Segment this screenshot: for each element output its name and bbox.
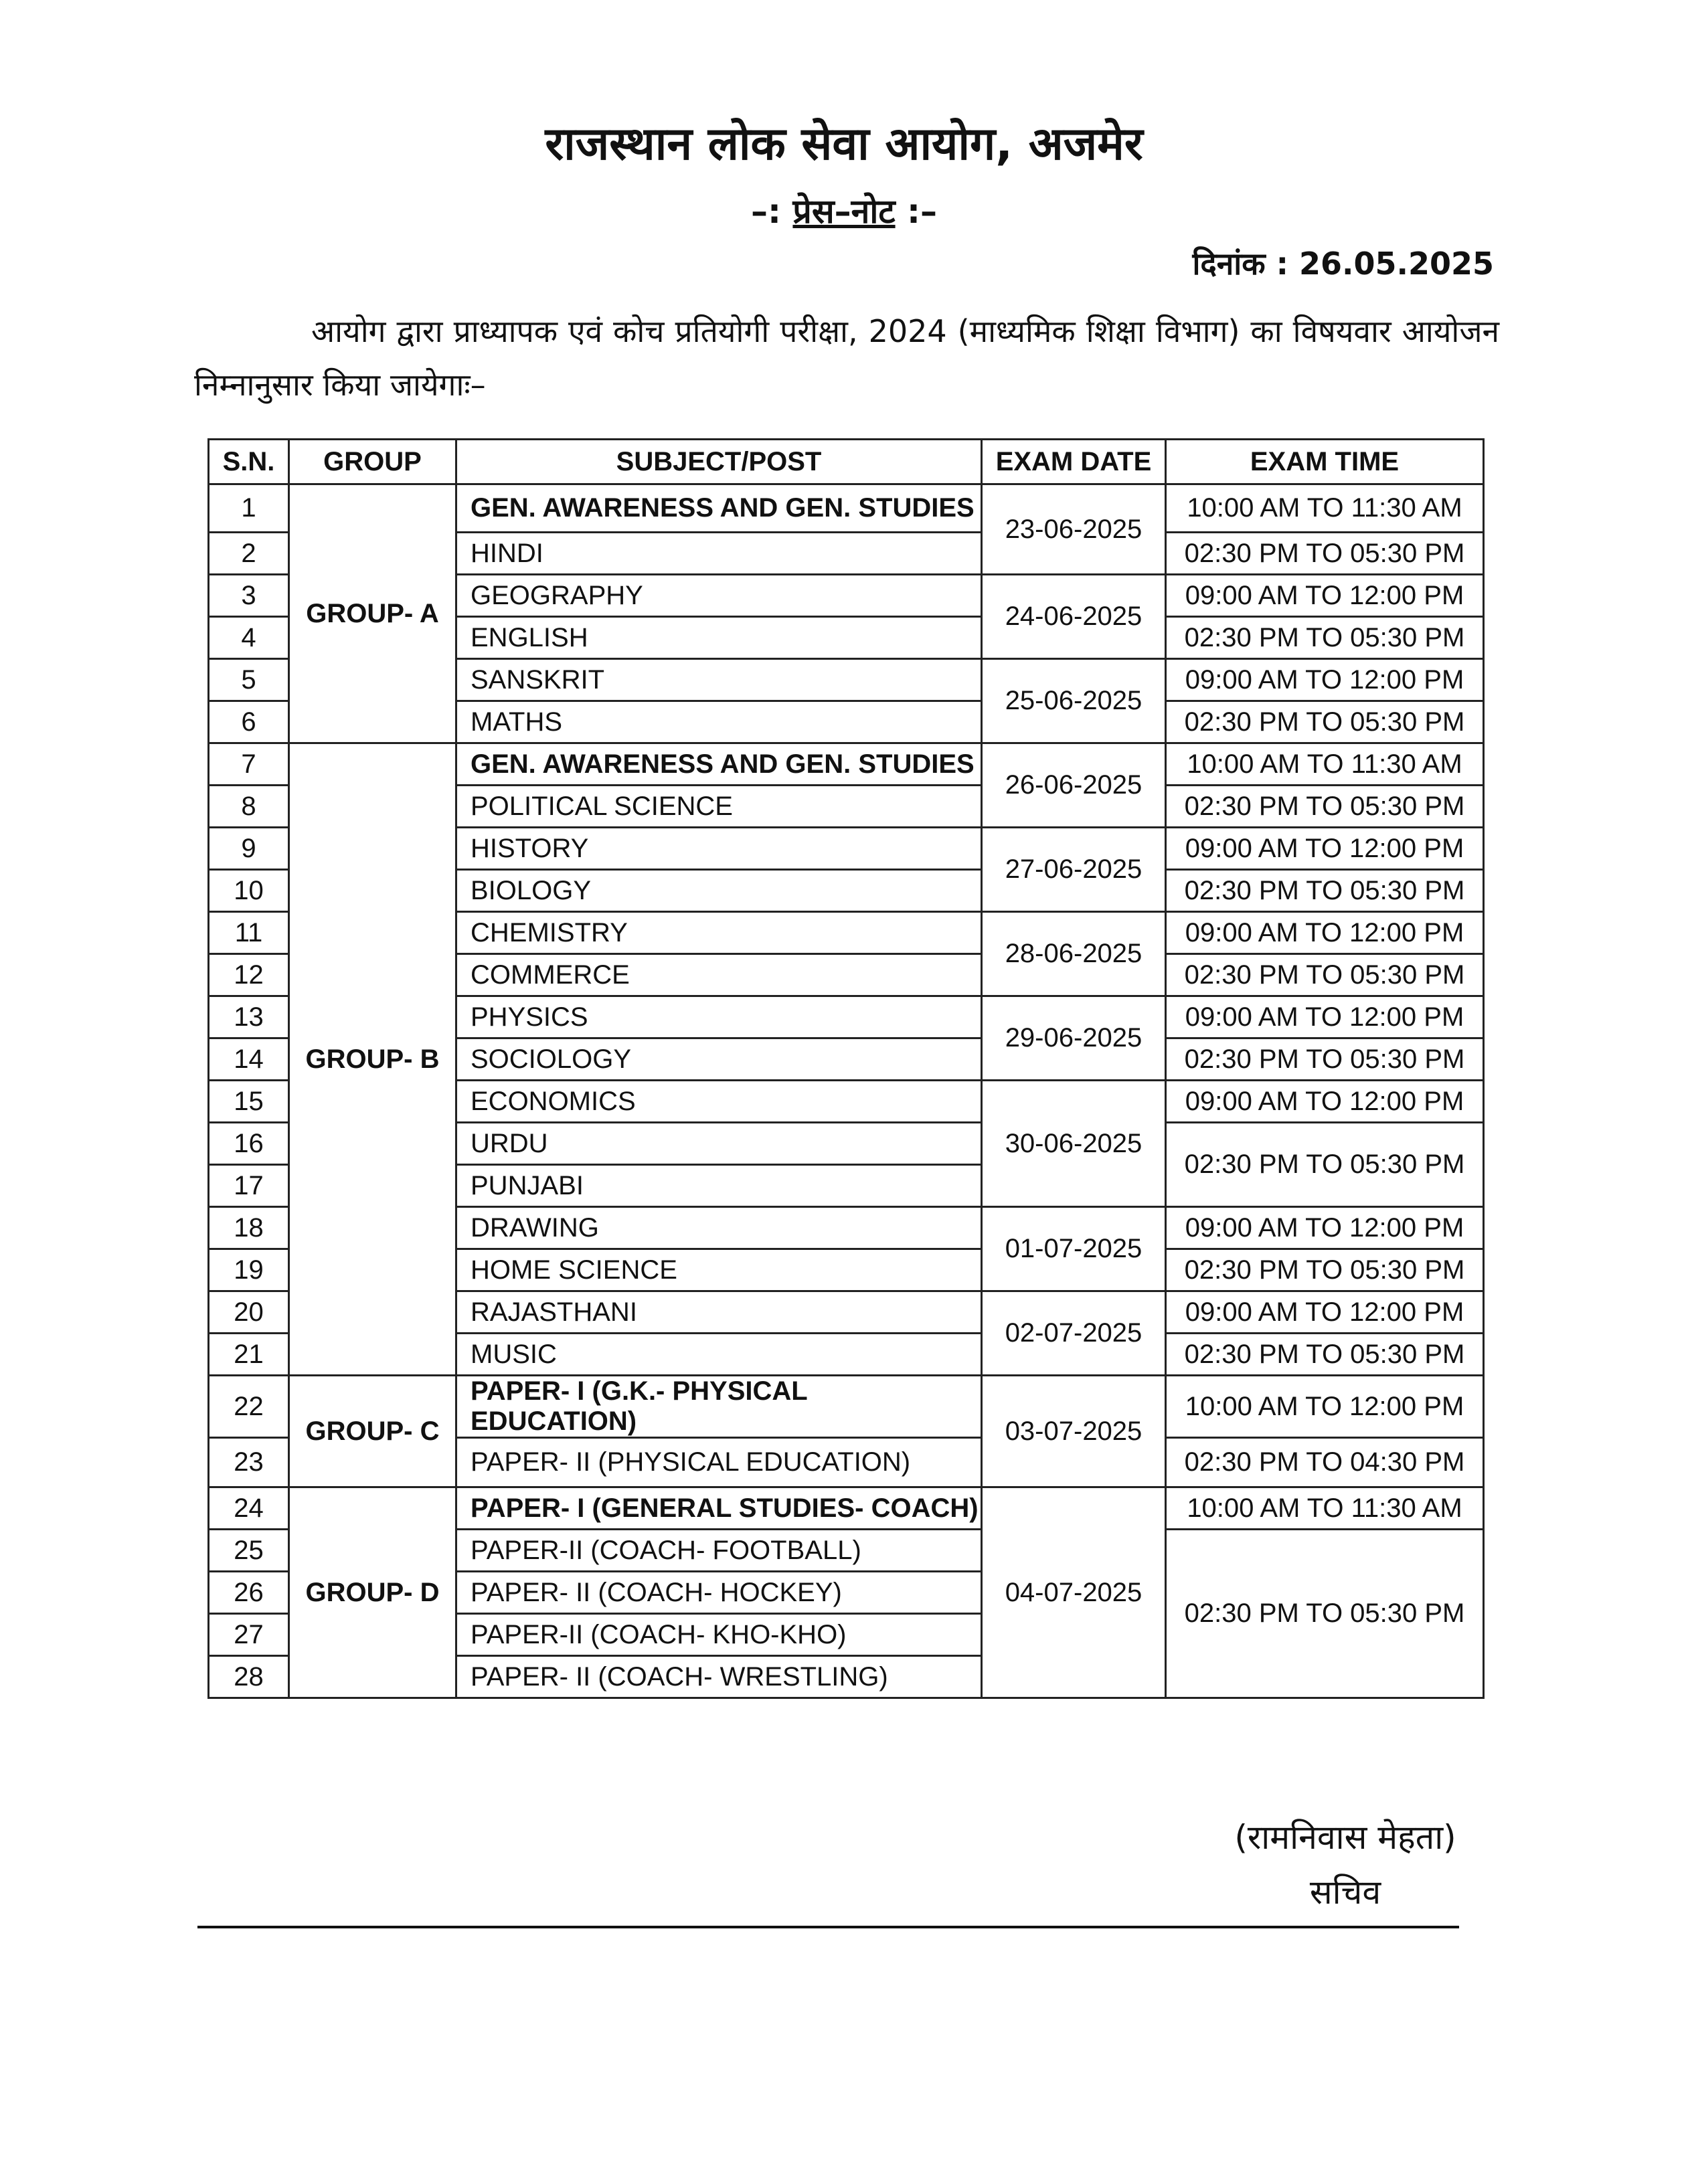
serial-number: 13 bbox=[209, 996, 289, 1038]
group-cell: GROUP- D bbox=[289, 1487, 456, 1698]
serial-number: 6 bbox=[209, 701, 289, 743]
subject-cell: HINDI bbox=[456, 533, 982, 575]
press-note-prefix: –: bbox=[751, 192, 793, 231]
exam-date-cell: 23-06-2025 bbox=[982, 484, 1166, 575]
exam-time-cell: 10:00 AM TO 11:30 AM bbox=[1166, 1487, 1484, 1530]
footer-divider bbox=[197, 1926, 1459, 1928]
exam-time-cell: 09:00 AM TO 12:00 PM bbox=[1166, 912, 1484, 954]
press-note-label: प्रेस–नोट bbox=[792, 192, 896, 231]
table-row bbox=[209, 484, 1484, 533]
subject-cell: GEN. AWARENESS AND GEN. STUDIES bbox=[456, 484, 982, 533]
subject-cell: URDU bbox=[456, 1123, 982, 1165]
subject-cell: COMMERCE bbox=[456, 954, 982, 996]
subject-cell: BIOLOGY bbox=[456, 870, 982, 912]
serial-number: 15 bbox=[209, 1081, 289, 1123]
serial-number: 24 bbox=[209, 1487, 289, 1530]
exam-time-cell: 02:30 PM TO 05:30 PM bbox=[1166, 1038, 1484, 1081]
page-title: राजस्थान लोक सेवा आयोग, अजमेर bbox=[545, 118, 1143, 171]
subject-cell: POLITICAL SCIENCE bbox=[456, 786, 982, 828]
serial-number: 18 bbox=[209, 1207, 289, 1249]
date-label: दिनांक : bbox=[1192, 246, 1299, 282]
exam-date-cell: 30-06-2025 bbox=[982, 1081, 1166, 1207]
serial-number: 9 bbox=[209, 828, 289, 870]
subject-cell: MUSIC bbox=[456, 1334, 982, 1376]
exam-date-cell: 03-07-2025 bbox=[982, 1376, 1166, 1487]
subject-cell: PAPER- II (COACH- HOCKEY) bbox=[456, 1572, 982, 1614]
subject-cell: GEN. AWARENESS AND GEN. STUDIES bbox=[456, 743, 982, 786]
serial-number: 10 bbox=[209, 870, 289, 912]
serial-number: 27 bbox=[209, 1614, 289, 1656]
exam-time-cell: 02:30 PM TO 05:30 PM bbox=[1166, 870, 1484, 912]
subject-cell: HISTORY bbox=[456, 828, 982, 870]
exam-date-cell: 04-07-2025 bbox=[982, 1487, 1166, 1698]
exam-time-cell: 09:00 AM TO 12:00 PM bbox=[1166, 996, 1484, 1038]
serial-number: 11 bbox=[209, 912, 289, 954]
subject-cell: PAPER- II (PHYSICAL EDUCATION) bbox=[456, 1438, 982, 1487]
group-cell: GROUP- B bbox=[289, 743, 456, 1376]
table-row bbox=[209, 1487, 1484, 1530]
exam-time-cell: 10:00 AM TO 11:30 AM bbox=[1166, 743, 1484, 786]
exam-time-cell: 10:00 AM TO 12:00 PM bbox=[1166, 1376, 1484, 1438]
serial-number: 22 bbox=[209, 1376, 289, 1438]
table-row bbox=[209, 743, 1484, 786]
exam-time-cell: 09:00 AM TO 12:00 PM bbox=[1166, 1291, 1484, 1334]
exam-date-cell: 28-06-2025 bbox=[982, 912, 1166, 996]
exam-time-cell: 09:00 AM TO 12:00 PM bbox=[1166, 659, 1484, 701]
subject-cell: PAPER- II (COACH- WRESTLING) bbox=[456, 1656, 982, 1698]
serial-number: 5 bbox=[209, 659, 289, 701]
press-note-suffix: :– bbox=[895, 192, 937, 231]
date-value: 26.05.2025 bbox=[1298, 246, 1494, 282]
header-exam-time: EXAM TIME bbox=[1166, 440, 1484, 484]
serial-number: 19 bbox=[209, 1249, 289, 1291]
subject-cell: SOCIOLOGY bbox=[456, 1038, 982, 1081]
subject-cell: PAPER-II (COACH- FOOTBALL) bbox=[456, 1530, 982, 1572]
subject-cell: DRAWING bbox=[456, 1207, 982, 1249]
subject-cell: PUNJABI bbox=[456, 1165, 982, 1207]
subject-cell: SANSKRIT bbox=[456, 659, 982, 701]
subject-cell: ECONOMICS bbox=[456, 1081, 982, 1123]
subject-cell: HOME SCIENCE bbox=[456, 1249, 982, 1291]
exam-date-cell: 26-06-2025 bbox=[982, 743, 1166, 828]
subject-cell: PHYSICS bbox=[456, 996, 982, 1038]
exam-date-cell: 24-06-2025 bbox=[982, 575, 1166, 659]
serial-number: 20 bbox=[209, 1291, 289, 1334]
subject-cell: RAJASTHANI bbox=[456, 1291, 982, 1334]
press-note-heading bbox=[0, 187, 1688, 233]
serial-number: 16 bbox=[209, 1123, 289, 1165]
serial-number: 3 bbox=[209, 575, 289, 617]
exam-date-cell: 01-07-2025 bbox=[982, 1207, 1166, 1291]
subject-cell: PAPER- I (G.K.- PHYSICAL EDUCATION) bbox=[456, 1376, 982, 1438]
exam-schedule-table bbox=[207, 438, 1485, 1699]
exam-time-cell: 02:30 PM TO 05:30 PM bbox=[1166, 533, 1484, 575]
signature-block bbox=[1211, 1810, 1479, 1920]
serial-number: 12 bbox=[209, 954, 289, 996]
signatory-designation: सचिव bbox=[1309, 1873, 1381, 1912]
serial-number: 1 bbox=[209, 484, 289, 533]
exam-date-cell: 25-06-2025 bbox=[982, 659, 1166, 743]
subject-cell: MATHS bbox=[456, 701, 982, 743]
header-subject: SUBJECT/POST bbox=[456, 440, 982, 484]
serial-number: 14 bbox=[209, 1038, 289, 1081]
exam-time-cell: 02:30 PM TO 05:30 PM bbox=[1166, 701, 1484, 743]
exam-date-cell: 29-06-2025 bbox=[982, 996, 1166, 1081]
serial-number: 23 bbox=[209, 1438, 289, 1487]
serial-number: 7 bbox=[209, 743, 289, 786]
exam-time-cell: 02:30 PM TO 04:30 PM bbox=[1166, 1438, 1484, 1487]
exam-date-cell: 02-07-2025 bbox=[982, 1291, 1166, 1376]
subject-cell: ENGLISH bbox=[456, 617, 982, 659]
exam-time-cell: 02:30 PM TO 05:30 PM bbox=[1166, 617, 1484, 659]
exam-date-cell: 27-06-2025 bbox=[982, 828, 1166, 912]
exam-time-cell: 02:30 PM TO 05:30 PM bbox=[1166, 1249, 1484, 1291]
serial-number: 17 bbox=[209, 1165, 289, 1207]
serial-number: 2 bbox=[209, 533, 289, 575]
signatory-name: (रामनिवास मेहता) bbox=[1234, 1818, 1456, 1857]
serial-number: 8 bbox=[209, 786, 289, 828]
serial-number: 4 bbox=[209, 617, 289, 659]
exam-time-cell: 09:00 AM TO 12:00 PM bbox=[1166, 575, 1484, 617]
subject-cell: CHEMISTRY bbox=[456, 912, 982, 954]
group-cell: GROUP- A bbox=[289, 484, 456, 743]
exam-time-cell: 02:30 PM TO 05:30 PM bbox=[1166, 1530, 1484, 1698]
serial-number: 21 bbox=[209, 1334, 289, 1376]
header-exam-date: EXAM DATE bbox=[982, 440, 1166, 484]
group-cell: GROUP- C bbox=[289, 1376, 456, 1487]
table-header-row bbox=[209, 440, 1484, 484]
serial-number: 28 bbox=[209, 1656, 289, 1698]
serial-number: 25 bbox=[209, 1530, 289, 1572]
exam-time-cell: 09:00 AM TO 12:00 PM bbox=[1166, 1207, 1484, 1249]
exam-time-cell: 02:30 PM TO 05:30 PM bbox=[1166, 1334, 1484, 1376]
subject-cell: PAPER- I (GENERAL STUDIES- COACH) bbox=[456, 1487, 982, 1530]
subject-cell: PAPER-II (COACH- KHO-KHO) bbox=[456, 1614, 982, 1656]
header-sn: S.N. bbox=[209, 440, 289, 484]
note-date bbox=[1192, 242, 1494, 284]
intro-paragraph: आयोग द्वारा प्राध्यापक एवं कोच प्रतियोगी परीक्षा, 2024 (माध्यमिक शिक्षा विभाग) का विषयवार आयोजन निम्नानुसार किया जायेगाः– bbox=[194, 313, 1499, 403]
subject-cell: GEOGRAPHY bbox=[456, 575, 982, 617]
exam-time-cell: 09:00 AM TO 12:00 PM bbox=[1166, 1081, 1484, 1123]
exam-time-cell: 10:00 AM TO 11:30 AM bbox=[1166, 484, 1484, 533]
exam-time-cell: 02:30 PM TO 05:30 PM bbox=[1166, 786, 1484, 828]
exam-time-cell: 09:00 AM TO 12:00 PM bbox=[1166, 828, 1484, 870]
exam-time-cell: 02:30 PM TO 05:30 PM bbox=[1166, 954, 1484, 996]
serial-number: 26 bbox=[209, 1572, 289, 1614]
exam-time-cell: 02:30 PM TO 05:30 PM bbox=[1166, 1123, 1484, 1207]
header-group: GROUP bbox=[289, 440, 456, 484]
table-row bbox=[209, 1376, 1484, 1438]
